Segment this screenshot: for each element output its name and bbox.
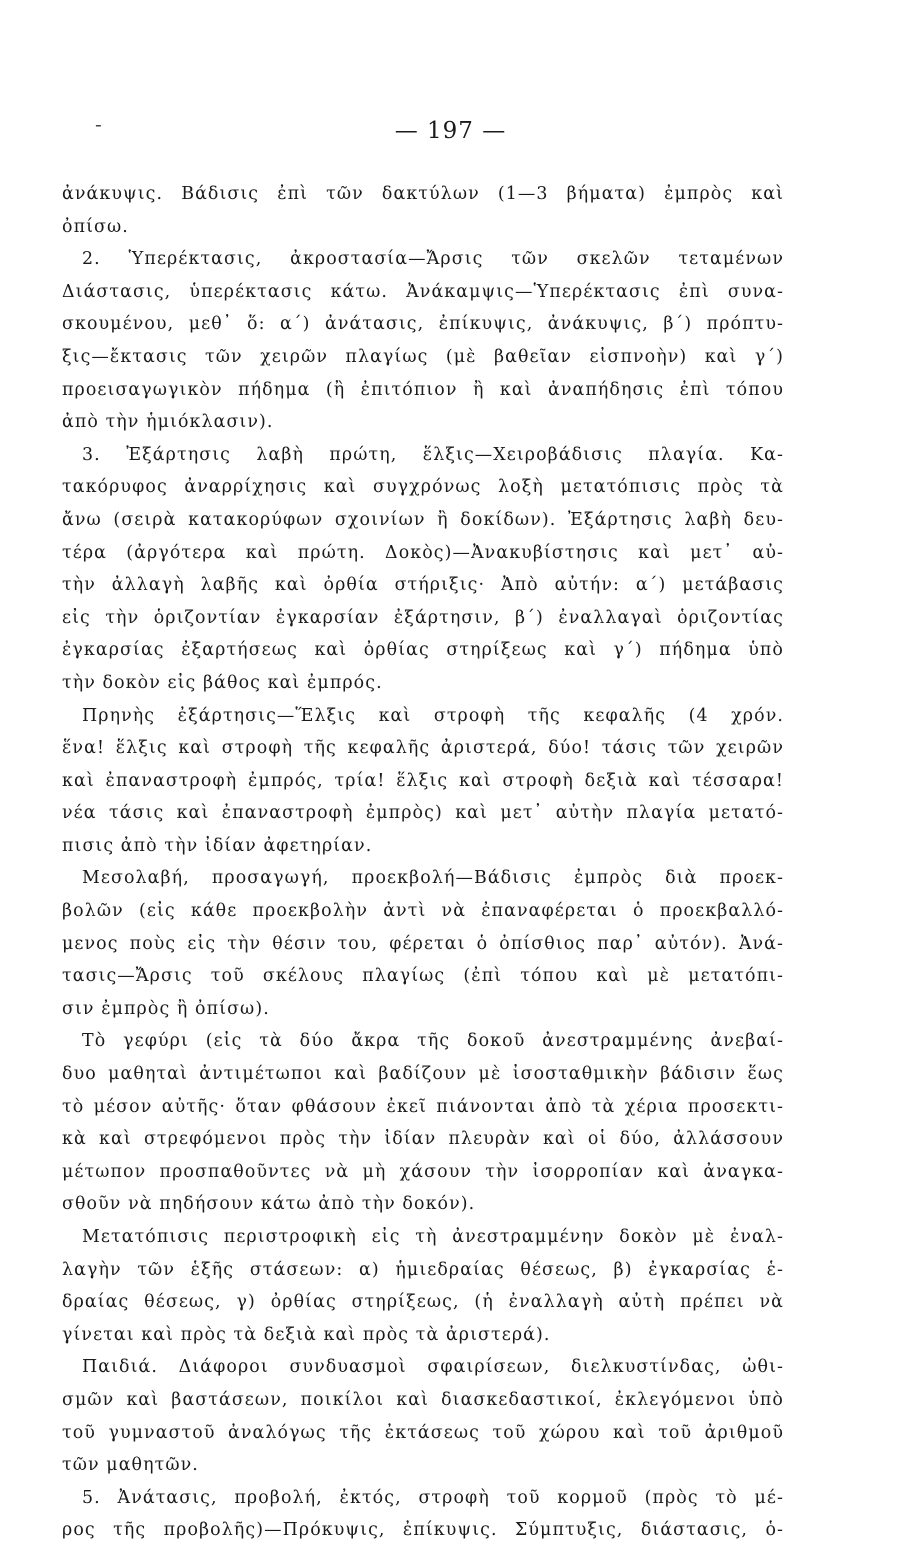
text-line: ἀνάκυψις. Βάδισις ἐπὶ τῶν δακτύλων (1—3 βήματα) ἐμπρὸς καὶ (62, 184, 784, 204)
text-line: τὴν δοκὸν εἰς βάθος καὶ ἐμπρός. (62, 672, 383, 693)
text-line: καὶ ἐπαναστροφὴ ἐμπρός, τρία! ἕλξις καὶ στροφὴ δεξιὰ καὶ τέσσαρα! (62, 770, 784, 791)
text-line: τοῦ γυμναστοῦ ἀναλόγως τῆς ἐκτάσεως τοῦ χώρου καὶ τοῦ ἀριθμοῦ (62, 1422, 784, 1443)
text-line: κὰ καὶ στρεφόμενοι πρὸς τὴν ἰδίαν πλευρὰν καὶ οἱ δύο, ἀλλάσσουν (62, 1129, 784, 1150)
text-line: Παιδιά. Διάφοροι συνδυασμοὶ σφαιρίσεων, διελκυστίνδας, ὠθι- (82, 1357, 784, 1378)
text-line: νέα τάσις καὶ ἐπαναστροφὴ ἐμπρὸς) καὶ μετ᾽ αὐτὴν πλαγία μετατό- (62, 803, 784, 824)
text-line: σμῶν καὶ βαστάσεων, ποικίλοι καὶ διασκεδαστικοί, ἐκλεγόμενοι ὑπὸ (62, 1389, 784, 1410)
text-line: ξις—ἔκτασις τῶν χειρῶν πλαγίως (μὲ βαθεῖαν εἰσπνοὴν) καὶ γ΄) (62, 346, 784, 367)
text-line: σθοῦν νὰ πηδήσουν κάτω ἀπὸ τὴν δοκόν). (62, 1194, 476, 1215)
text-line: ἕνα! ἕλξις καὶ στροφὴ τῆς κεφαλῆς ἀριστερά, δύο! τάσις τῶν χειρῶν (62, 738, 784, 759)
text-line: τακόρυφος ἀναρρίχησις καὶ συγχρόνως λοξὴ μετατόπισις πρὸς τὰ (62, 477, 784, 498)
text-line: Μεσολαβή, προσαγωγή, προεκβολή—Βάδισις ἐμπρὸς διὰ προεκ- (82, 868, 784, 889)
text-line: δραίας θέσεως, γ) ὀρθίας στηρίξεως, (ἡ ἐναλλαγὴ αὐτὴ πρέπει νὰ (62, 1292, 784, 1313)
text-line: ἀπὸ τὴν ἡμιόκλασιν). (62, 412, 274, 433)
text-line: προεισαγωγικὸν πήδημα (ἢ ἐπιτόπιον ἢ καὶ ἀναπήδησις ἐπὶ τόπου (62, 379, 784, 400)
text-line: τῶν μαθητῶν. (62, 1455, 199, 1476)
text-line: 3. Ἐξάρτησις λαβὴ πρώτη, ἕλξις—Χειροβάδισις πλαγία. Κα- (82, 444, 784, 465)
text-line: Διάστασις, ὑπερέκτασις κάτω. Ἀνάκαμψις—Ὑπερέκτασις ἐπὶ συνα- (62, 281, 784, 302)
text-line: λαγὴν τῶν ἑξῆς στάσεων: α) ἡμιεδραίας θέσεως, β) ἐγκαρσίας ἑ- (62, 1259, 784, 1280)
text-line: εἰς τὴν ὁριζοντίαν ἐγκαρσίαν ἐξάρτησιν, β΄) ἐναλλαγαὶ ὁριζοντίας (62, 607, 784, 628)
text-line: σκουμένου, μεθ᾽ ὅ: α΄) ἀνάτασις, ἐπίκυψις, ἀνάκυψις, β΄) πρόπτυ- (62, 314, 784, 335)
text-line: γίνεται καὶ πρὸς τὰ δεξιὰ καὶ πρὸς τὰ ἀριστερά). (62, 1324, 551, 1345)
text-line: δυο μαθηταὶ ἀντιμέτωποι καὶ βαδίζουν μὲ ἰσοσταθμικὴν βάδισιν ἕως (62, 1064, 784, 1085)
text-line: ὀπίσω. (62, 216, 129, 237)
text-line: σιν ἐμπρὸς ἢ ὀπίσω). (62, 998, 270, 1019)
text-line: τὸ μέσον αὐτῆς· ὅταν φθάσουν ἐκεῖ πιάνονται ἀπὸ τὰ χέρια προσεκτι- (62, 1096, 784, 1117)
text-line: 5. Ἀνάτασις, προβολή, ἐκτός, στροφὴ τοῦ κορμοῦ (πρὸς τὸ μέ- (82, 1487, 784, 1508)
text-line: ἄνω (σειρὰ κατακορύφων σχοινίων ἢ δοκίδων). Ἐξάρτησις λαβὴ δευ- (62, 509, 784, 530)
text-line: Τὸ γεφύρι (εἰς τὰ δύο ἄκρα τῆς δοκοῦ ἀνεστραμμένης ἀνεβαί- (82, 1031, 784, 1052)
text-line: 2. Ὑπερέκτασις, ἀκροστασία—Ἄρσις τῶν σκελῶν τεταμένων (82, 249, 784, 270)
text-line: ρος τῆς προβολῆς)—Πρόκυψις, ἐπίκυψις. Σύμπτυξις, διάστασις, ὁ- (62, 1520, 784, 1541)
text-line: τὴν ἀλλαγὴ λαβῆς καὶ ὀρθία στήριξις· Ἀπὸ αὐτήν: α΄) μετάβασις (62, 575, 784, 596)
text-line: Πρηνὴς ἐξάρτησις—Ἕλξις καὶ στροφὴ τῆς κεφαλῆς (4 χρόν. (82, 705, 784, 726)
text-line: βολῶν (εἰς κάθε προεκβολὴν ἀντὶ νὰ ἐπαναφέρεται ὁ προεκβαλλό- (62, 901, 784, 922)
text-line: τασις—Ἄρσις τοῦ σκέλους πλαγίως (ἐπὶ τόπου καὶ μὲ μετατόπι- (62, 966, 784, 987)
body-text (62, 178, 784, 1547)
margin-mark: - (95, 112, 102, 136)
text-line: πισις ἀπὸ τὴν ἰδίαν ἀφετηρίαν. (62, 835, 373, 856)
text-line: μέτωπον προσπαθοῦντες νὰ μὴ χάσουν τὴν ἰσορροπίαν καὶ ἀναγκα- (62, 1161, 784, 1182)
text-line: μενος ποὺς εἰς τὴν θέσιν του, φέρεται ὁ ὀπίσθιος παρ᾽ αὐτόν). Ἀνά- (62, 933, 784, 954)
text-line: ἐγκαρσίας ἐξαρτήσεως καὶ ὀρθίας στηρίξεως καὶ γ΄) πήδημα ὑπὸ (62, 640, 784, 661)
text-line: τέρα (ἀργότερα καὶ πρώτη. Δοκὸς)—Ἀνακυβίστησις καὶ μετ᾽ αὐ- (62, 542, 784, 563)
page-number: — 197 — (394, 118, 507, 144)
text-line: Μετατόπισις περιστροφικὴ εἰς τὴ ἀνεστραμμένην δοκὸν μὲ ἐναλ- (82, 1227, 784, 1247)
